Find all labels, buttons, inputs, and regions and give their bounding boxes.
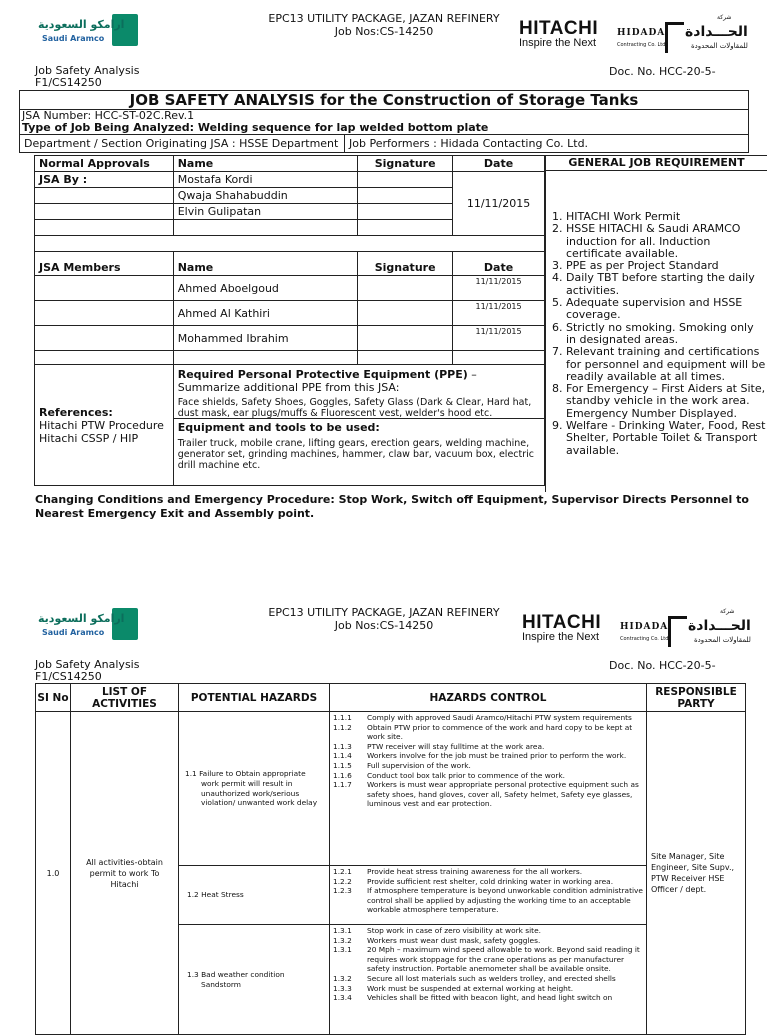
control-number: 1.1.1: [333, 713, 352, 722]
aramco-logo: ارامكو السعودية Saudi Aramco: [34, 608, 138, 644]
doc-type: Job Safety Analysis F1/CS14250: [35, 64, 140, 89]
ppe-section: Required Personal Protective Equipment (PPE) – Summarize additional PPE from this JSA: Face shields, Safety Shoes, Goggles, Safety Glass (Dark & Clear, Hard hat, dust mask, ear plugs/muffs & Fluorescent vest, welder's hood etc.: [174, 365, 544, 419]
general-item: 4. Daily TBT before starting the daily activities.: [566, 272, 767, 297]
control-number: 1.1.7: [333, 780, 352, 790]
control-number: 1.3.2: [333, 935, 352, 945]
control-text: Provide sufficient rest shelter, cold drinking water in working area.: [367, 876, 614, 886]
control-item: [333, 742, 643, 752]
control-number: 1.1.5: [333, 760, 352, 770]
control-text: Workers involve for the job must be trained prior to perform the work.: [367, 751, 627, 761]
doc-type: Job Safety Analysis F1/CS14250: [35, 658, 140, 683]
si-number: 1.0: [36, 712, 71, 1035]
approvals-table: Normal Approvals Name Signature Date JSA By : Mostafa Kordi 11/11/2015 Qwaja Shahabuddin Elvin Gulipatan JSA Members Name Signature Date Ahmed Aboelgoud 11/11/2015 Ahmed Al Kathiri 11/11/2015 Mohammed Ibrahim 11/11/2015 References: Hitachi PTW Procedure Hitachi CSSP / HIP Required Personal Protective Equipment (PPE) – Summarize additional PPE from this JSA: Face shields, Safety Shoes, Goggles, Safety Glass (Dark & Clear, Hard hat, dust mask, ear plugs/muffs & Fluorescent vest, welder's hood etc. Equipment and tools to be used: Trailer truck, mobile crane, lifting gears, erection gears, welding machine, generator set, grinding machines, hammer, claw bar, vacuum box, electric drill machine etc.: [34, 155, 545, 486]
control-text: Provide heat stress training awareness for the all workers.: [367, 867, 583, 876]
equipment-heading: Equipment and tools to be used:: [177, 421, 380, 434]
doc-number: Doc. No. HCC-20-5-: [609, 659, 716, 672]
ppe-heading: Required Personal Protective Equipment (PPE): [177, 368, 468, 381]
control-text: Vehicles shall be fitted with beacon light, and head light switch on: [367, 993, 613, 1003]
control-number: 1.1.4: [333, 751, 352, 761]
general-item: 6. Strictly no smoking. Smoking only in designated areas.: [566, 322, 767, 347]
member-date: 11/11/2015: [453, 276, 545, 301]
hazard-item: 1.1 Failure to Obtain appropriate work permit will result in unauthorized work/serious violation/ unwanted work delay: [179, 712, 330, 866]
hazard-item: 1.3 Bad weather condition Sandstorm: [179, 925, 330, 1035]
general-item: 8. For Emergency – First Aiders at Site, standby vehicle in the work area. Emergency Number Displayed.: [566, 383, 767, 420]
equipment-text: Trailer truck, mobile crane, lifting gears, erection gears, welding machine, generator set, grinding machines, hammer, claw bar, vacuum box, electric drill machine etc.: [177, 438, 535, 471]
hazard-controls: [330, 712, 647, 866]
control-number: 1.1.2: [333, 722, 352, 732]
control-text: Conduct tool box talk prior to commence of the work.: [367, 770, 566, 780]
members-label: JSA Members: [35, 252, 174, 276]
general-item: 3. PPE as per Project Standard: [566, 260, 767, 272]
control-number: 1.3.3: [333, 983, 352, 993]
general-item: 9. Welfare - Drinking Water, Food, Rest Shelter, Portable Toilet & Transport available.: [566, 420, 767, 457]
hitachi-logo: HITACHI Inspire the Next: [519, 18, 599, 49]
col-hazards: POTENTIAL HAZARDS: [179, 684, 330, 712]
doc-number: Doc. No. HCC-20-5-: [609, 65, 716, 78]
project-title: EPC13 UTILITY PACKAGE, JAZAN REFINERY Job Nos:CS-14250: [268, 606, 500, 632]
emergency-procedure: Changing Conditions and Emergency Procedure: Stop Work, Switch off Equipment, Supervisor Directs Personnel to Nearest Emergency Exit and Assembly point.: [35, 493, 749, 520]
control-number: 1.3.4: [333, 993, 352, 1003]
control-number: 1.3.2: [333, 973, 352, 983]
col-responsible: RESPONSIBLE PARTY: [647, 684, 746, 712]
hazard-item: 1.2 Heat Stress: [179, 866, 330, 925]
project-title: EPC13 UTILITY PACKAGE, JAZAN REFINERY Job Nos:CS-14250: [268, 12, 500, 38]
references: References: Hitachi PTW Procedure Hitachi CSSP / HIP: [35, 365, 174, 486]
hidada-logo: HIDADA Contracting Co. Ltd. شركة الحـــدادة للمقاولات المحدودة: [617, 22, 757, 54]
aramco-english: Saudi Aramco: [42, 34, 105, 43]
control-text: PTW receiver will stay fulltime at the work area.: [367, 741, 545, 751]
control-item: [333, 936, 643, 946]
hidada-logo: HIDADA Contracting Co. Ltd. شركة الحـــدادة للمقاولات المحدودة: [620, 616, 760, 648]
jsa-by-label: JSA By :: [35, 172, 174, 188]
responsible-party: Site Manager, Site Engineer, Site Supv., PTW Receiver HSE Officer / dept.: [647, 712, 746, 1035]
control-item: [333, 867, 643, 877]
jsa-by-name: Qwaja Shahabuddin: [173, 188, 357, 204]
col-activities: LIST OF ACTIVITIES: [71, 684, 179, 712]
control-text: Secure all lost materials such as welders trolley, and erected shells: [367, 973, 616, 983]
control-item: [333, 993, 643, 1003]
hidada-mark-icon: [665, 22, 684, 53]
control-item: [333, 751, 643, 761]
control-number: 1.1.6: [333, 770, 352, 780]
control-text: Workers is must wear appropriate personal protective equipment such as safety shoes, hand gloves, cover all, Safety helmet, Safety eye glasses, luminous vest and ear protection.: [367, 780, 639, 809]
control-item: [333, 974, 643, 984]
control-text: Work must be suspended at external working at height.: [367, 983, 574, 993]
aramco-arabic: ارامكو السعودية: [38, 18, 125, 31]
member-date: 11/11/2015: [453, 301, 545, 326]
control-number: 1.2.3: [333, 886, 352, 896]
activity: All activities-obtain permit to work To Hitachi: [71, 712, 179, 1035]
general-item: 2. HSSE HITACHI & Saudi ARAMCO induction for all. Induction certificate available.: [566, 223, 767, 260]
control-number: 1.2.1: [333, 867, 352, 876]
control-item: [333, 780, 643, 809]
control-item: [333, 761, 643, 771]
control-text: Comply with approved Saudi Aramco/Hitachi PTW system requirements: [367, 713, 632, 722]
control-text: Workers must wear dust mask, safety goggles.: [367, 935, 541, 945]
jsa-number: JSA Number: HCC-ST-02C.Rev.1: [22, 109, 195, 122]
member-date: 11/11/2015: [453, 326, 545, 351]
hitachi-logo: HITACHI Inspire the Next: [522, 612, 602, 643]
control-item: [333, 713, 643, 723]
member-name: Ahmed Aboelgoud: [173, 276, 357, 301]
control-number: 1.3.1: [333, 945, 352, 955]
control-text: Obtain PTW prior to commence of the work and hard copy to be kept at work site.: [367, 722, 633, 742]
general-item: 7. Relevant training and certifications for personnel and equipment will be readily available at all times.: [566, 346, 767, 383]
aramco-logo: [34, 14, 138, 50]
jsa-by-name: Mostafa Kordi: [173, 172, 357, 188]
control-item: [333, 886, 643, 915]
member-name: Ahmed Al Kathiri: [173, 301, 357, 326]
control-text: Stop work in case of zero visibility at work site.: [367, 926, 541, 935]
member-name: Mohammed Ibrahim: [173, 326, 357, 351]
control-item: [333, 926, 643, 936]
hidada-mark-icon: [668, 616, 687, 647]
control-item: [333, 877, 643, 887]
control-item: [333, 945, 643, 974]
col-si: SI No: [36, 684, 71, 712]
hazard-controls: [330, 925, 647, 1035]
control-item: [333, 771, 643, 781]
control-number: 1.2.2: [333, 876, 352, 886]
hazard-controls: [330, 866, 647, 925]
control-text: Full supervision of the work.: [367, 760, 471, 770]
department: Department / Section Originating JSA : HSSE Department: [20, 135, 345, 153]
type-of-job: Type of Job Being Analyzed: Welding sequence for lap welded bottom plate: [22, 121, 489, 134]
control-text: 20 Mph – maximum wind speed allowable to work. Beyond said reading it requires work stoppage for the crane operations as per manufacturer safety instruction. Portable anemometer shall be available onsite.: [367, 945, 640, 974]
jsa-by-date: 11/11/2015: [453, 172, 545, 236]
col-control: HAZARDS CONTROL: [330, 684, 647, 712]
control-number: 1.3.1: [333, 926, 352, 935]
control-text: If atmosphere temperature is beyond unworkable condition administrative control shall be applied by adjusting the working time to an acceptable workable atmosphere temperature.: [367, 886, 643, 915]
equipment-section: [174, 419, 544, 473]
general-heading: GENERAL JOB REQUIREMENT: [546, 156, 767, 171]
job-performers: Job Performers : Hidada Contacting Co. Ltd.: [345, 135, 749, 153]
jsa-title: JOB SAFETY ANALYSIS for the Construction of Storage Tanks: [20, 91, 749, 110]
hazard-table: [35, 683, 746, 1035]
control-number: 1.1.3: [333, 741, 352, 751]
jsa-header-table: [19, 90, 749, 153]
ppe-text: Face shields, Safety Shoes, Goggles, Safety Glass (Dark & Clear, Hard hat, dust mask, ear plugs/muffs & Fluorescent vest, welder's hood etc.: [177, 397, 532, 419]
control-item: [333, 984, 643, 994]
general-requirements: [545, 155, 767, 492]
general-list: [546, 211, 767, 457]
general-item: 1. HITACHI Work Permit: [566, 211, 767, 223]
general-item: 5. Adequate supervision and HSSE coverage.: [566, 297, 767, 322]
control-item: [333, 723, 643, 742]
jsa-by-name: Elvin Gulipatan: [173, 204, 357, 220]
